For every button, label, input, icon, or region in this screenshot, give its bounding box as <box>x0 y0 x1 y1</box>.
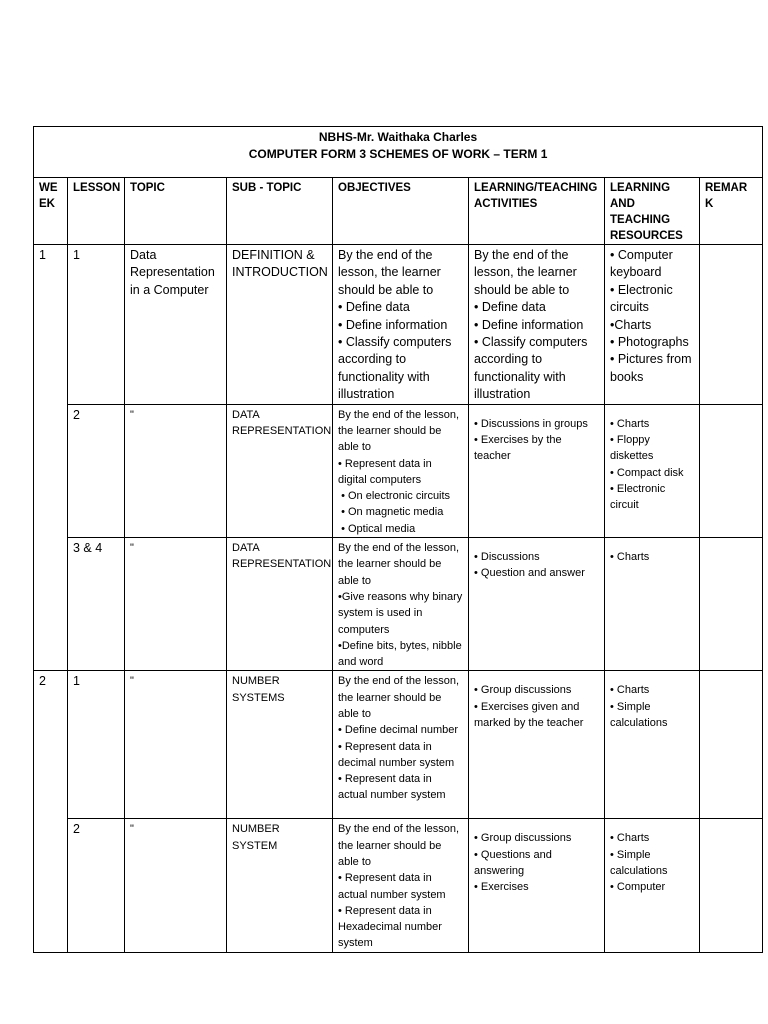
subtopic-cell: NUMBER SYSTEMS <box>227 671 333 819</box>
resources-cell <box>605 404 700 537</box>
header-resources: LEARNING AND TEACHING RESOURCES <box>605 178 700 245</box>
list-item: • Define data <box>338 300 410 315</box>
resources-cell <box>605 538 700 671</box>
title-line-1: NBHS-Mr. Waithaka Charles <box>318 130 478 144</box>
subtopic-cell: NUMBER SYSTEM <box>227 819 333 952</box>
header-row <box>34 178 763 245</box>
list-item: • Charts <box>610 551 650 564</box>
list-item: • Charts <box>610 417 650 430</box>
list-item: By the end of the lesson, the learner should be able to <box>338 542 463 587</box>
title-line-2: COMPUTER FORM 3 SCHEMES OF WORK – TERM 1 <box>248 147 548 161</box>
header-activities: LEARNING/TEACHING ACTIVITIES <box>469 178 605 245</box>
list-item: •Define bits, bytes, nibble and word <box>338 639 465 669</box>
objectives-cell <box>333 538 469 671</box>
list-item: • Define decimal number <box>338 724 459 737</box>
resources-cell <box>605 671 700 819</box>
topic-cell: " <box>125 538 227 671</box>
lesson-cell: 3 & 4 <box>68 538 125 671</box>
remark-cell <box>700 245 763 405</box>
objectives-cell <box>333 671 469 819</box>
list-item: • Define information <box>338 317 448 332</box>
table-row <box>34 404 763 537</box>
table-row <box>34 538 763 671</box>
objectives-cell <box>333 819 469 952</box>
scheme-of-work-table <box>33 126 763 953</box>
week-cell: 2 <box>34 671 68 952</box>
list-item: • Represent data in Hexadecimal number system <box>338 904 445 950</box>
list-item: • Compact disk <box>610 466 684 479</box>
list-item: • Computer keyboard <box>610 248 677 280</box>
list-item: • Represent data in decimal number system <box>338 740 455 769</box>
list-item: • Group discussions <box>474 684 572 697</box>
header-remark: REMAR K <box>700 178 763 245</box>
topic-cell: Data Representation in a Computer <box>125 245 227 405</box>
list-item: By the end of the lesson, the learner should be able to <box>474 248 581 297</box>
header-week: WE EK <box>34 178 68 245</box>
list-item: • Pictures from books <box>610 352 695 384</box>
activities-cell <box>469 671 605 819</box>
list-item: • Questions and answering <box>474 848 555 877</box>
list-item: • Group discussions <box>474 832 572 845</box>
activities-cell <box>469 245 605 405</box>
list-item: •Charts <box>610 317 652 332</box>
list-item: • Charts <box>610 832 650 845</box>
subtopic-cell: DATA REPRESENTATION <box>227 538 333 671</box>
week-cell: 1 <box>34 245 68 671</box>
list-item: By the end of the lesson, the learner should be able to <box>338 248 445 297</box>
list-item: • Electronic circuits <box>610 282 677 315</box>
header-topic: TOPIC <box>125 178 227 245</box>
subtopic-cell: DATA REPRESENTATION <box>227 404 333 537</box>
list-item: • Simple calculations <box>610 700 668 729</box>
list-item: • Exercises <box>474 881 529 894</box>
remark-cell <box>700 671 763 819</box>
activities-cell <box>469 404 605 537</box>
header-subtopic: SUB - TOPIC <box>227 178 333 245</box>
header-objectives: OBJECTIVES <box>333 178 469 245</box>
objectives-cell <box>333 245 469 405</box>
activities-cell <box>469 819 605 952</box>
list-item: • Discussions in groups <box>474 417 588 430</box>
list-item: • Exercises by the teacher <box>474 433 565 463</box>
activities-cell <box>469 538 605 671</box>
resources-cell <box>605 245 700 405</box>
list-item: • Question and answer <box>474 567 585 580</box>
lesson-cell: 2 <box>68 819 125 952</box>
title-row <box>34 127 763 178</box>
list-item: • Charts <box>610 684 650 697</box>
list-item: •Give reasons why binary system is used in computers <box>338 590 466 636</box>
list-item: • Represent data in actual number system <box>338 773 446 802</box>
table-row <box>34 671 763 819</box>
header-lesson: LESSON <box>68 178 125 245</box>
table-row <box>34 245 763 405</box>
subtopic-cell: DEFINITION & INTRODUCTION <box>227 245 333 405</box>
topic-cell: " <box>125 404 227 537</box>
remark-cell <box>700 538 763 671</box>
list-item: By the end of the lesson, the learner should be able to <box>338 408 463 454</box>
objectives-cell <box>333 404 469 537</box>
list-item: By the end of the lesson, the learner should be able to <box>338 823 463 868</box>
list-item: • Exercises given and marked by the teacher <box>474 700 584 729</box>
topic-cell: " <box>125 819 227 952</box>
list-item: • Define data <box>474 300 546 315</box>
list-item: • Electronic circuit <box>610 482 669 512</box>
list-item: • Represent data in actual number system <box>338 872 446 901</box>
list-item: • Discussions <box>474 551 540 564</box>
document-title <box>34 127 763 178</box>
remark-cell <box>700 819 763 952</box>
remark-cell <box>700 404 763 537</box>
list-item: • Simple calculations <box>610 848 668 877</box>
lesson-cell: 2 <box>68 404 125 537</box>
list-item: • Photographs <box>610 335 689 350</box>
lesson-cell: 1 <box>68 245 125 405</box>
table-row <box>34 819 763 952</box>
list-item: • Computer <box>610 881 666 894</box>
list-item: • Represent data in digital computers <box>338 457 435 486</box>
list-item: • Classify computers according to functionality with illustration <box>474 335 591 402</box>
list-item: • On magnetic media <box>338 506 444 519</box>
topic-cell: " <box>125 671 227 819</box>
lesson-cell: 1 <box>68 671 125 819</box>
resources-cell <box>605 819 700 952</box>
list-item: • Classify computers according to functionality with illustration <box>338 335 455 402</box>
list-item: • On electronic circuits <box>338 490 451 503</box>
list-item: • Floppy diskettes <box>610 433 654 463</box>
list-item: • Optical media <box>338 522 416 535</box>
list-item: • Define information <box>474 317 584 332</box>
list-item: By the end of the lesson, the learner should be able to <box>338 675 463 720</box>
